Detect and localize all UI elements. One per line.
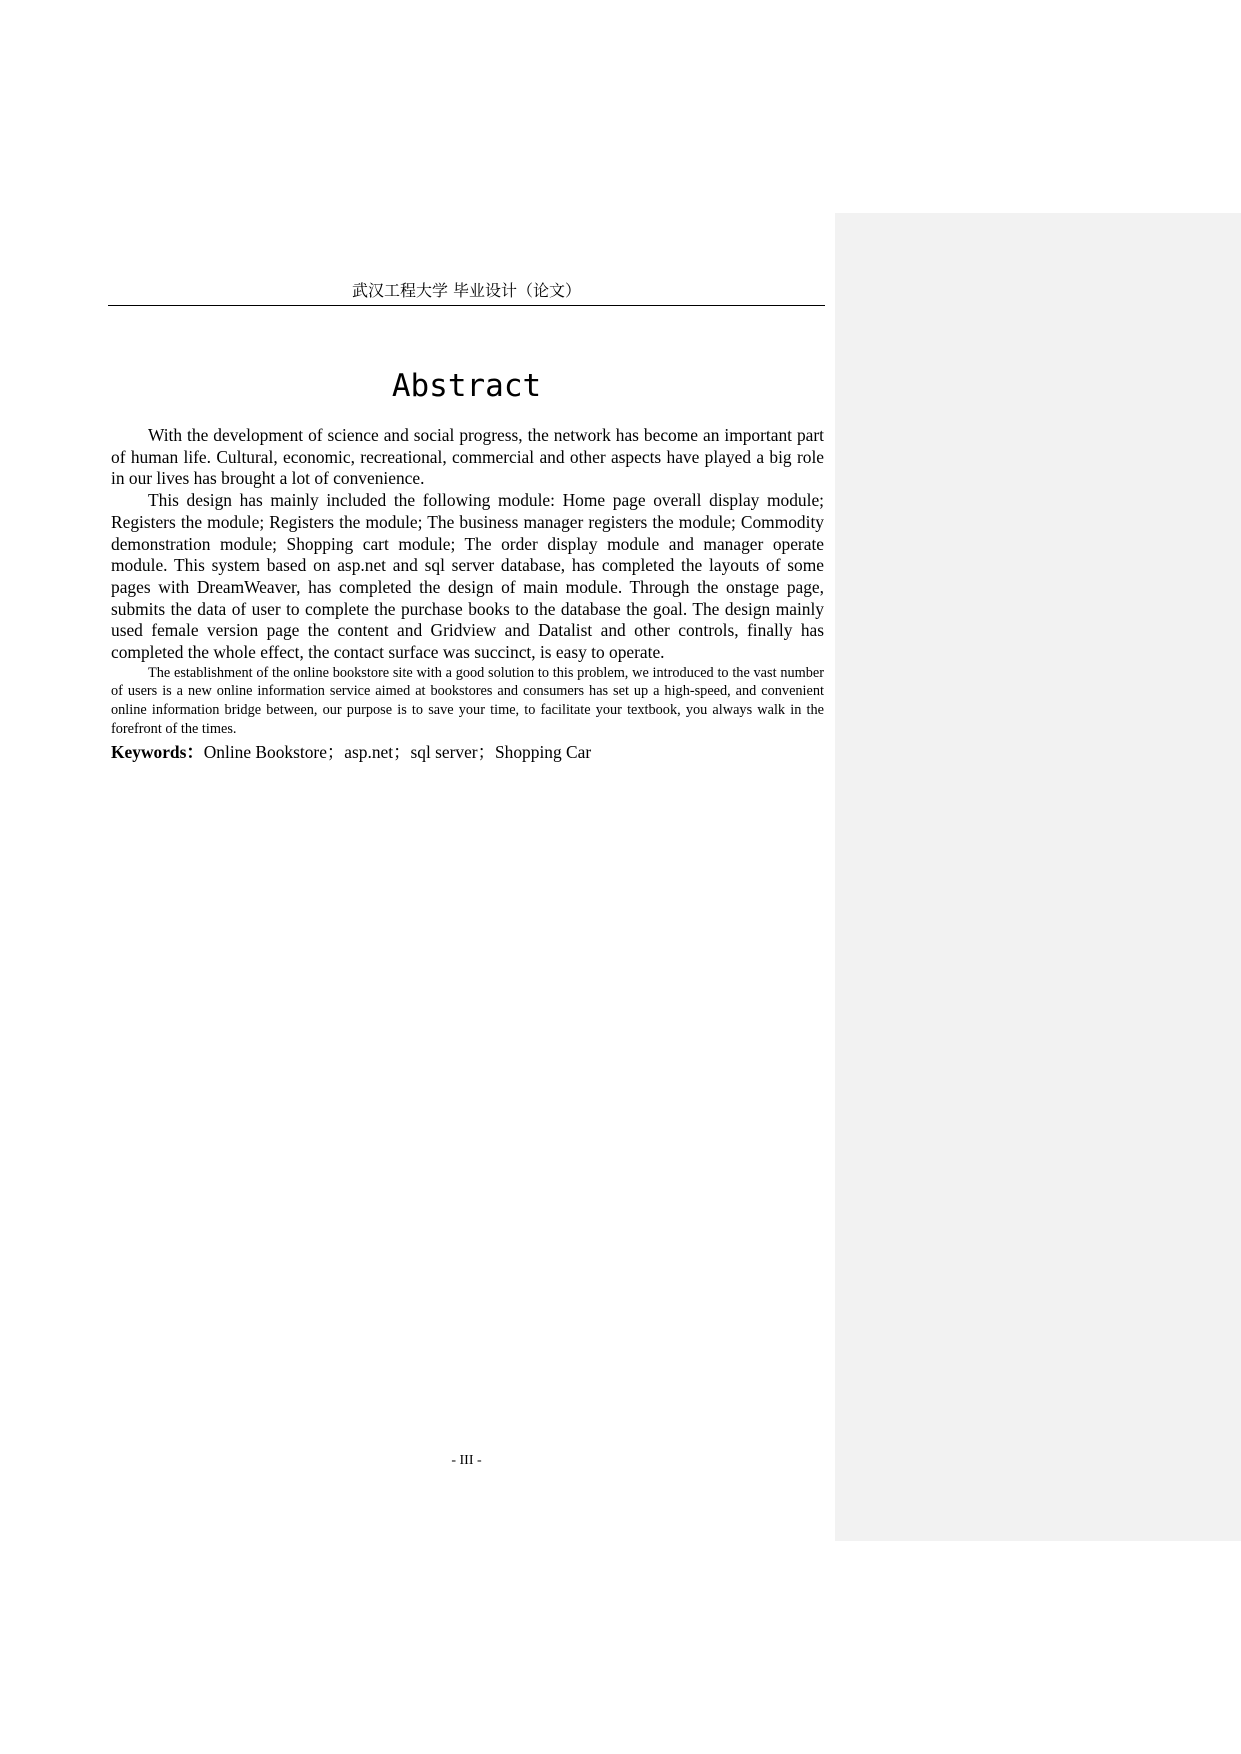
keywords-line [111, 741, 824, 763]
keywords-value: Online Bookstore；asp.net；sql server；Shopping Car [203, 742, 592, 763]
abstract-paragraph-1: With the development of science and social progress, the network has become an important part of human life. Cultural, economic, recreational, commercial and other aspects have played a big role in our lives has brought a lot of convenience. [111, 425, 824, 489]
abstract-paragraph-3: The establishment of the online bookstore site with a good solution to this problem, we introduced to the vast number of users is a new online information service aimed at bookstores and consumers has set up a high-speed, and convenient online information bridge between, our purpose is to save your time, to facilitate your textbook, you always walk in the forefront of the times. [111, 664, 824, 737]
abstract-body [111, 425, 824, 763]
keywords-label: Keywords： [111, 742, 204, 763]
page-header: 武汉工程大学 毕业设计（论文） [108, 281, 825, 306]
page-number: - III - [451, 1453, 482, 1468]
abstract-paragraph-2: This design has mainly included the following module: Home page overall display module; Registers the module; Registers the module; The business manager registers the module; Commodity demonstration module; Shopping cart module; The order display module and manager operate module. This system based on asp.net and sql server database, has completed the layouts of some pages with DreamWeaver, has completed the design of main module. Through the onstage page, submits the data of user to complete the purchase books to the database the goal. The design mainly used female version page the content and Gridview and Datalist and other controls, finally has completed the whole effect, the contact surface was succinct, is easy to operate. [111, 490, 824, 663]
abstract-title: Abstract [391, 368, 542, 404]
comment-pane [835, 213, 1241, 1541]
